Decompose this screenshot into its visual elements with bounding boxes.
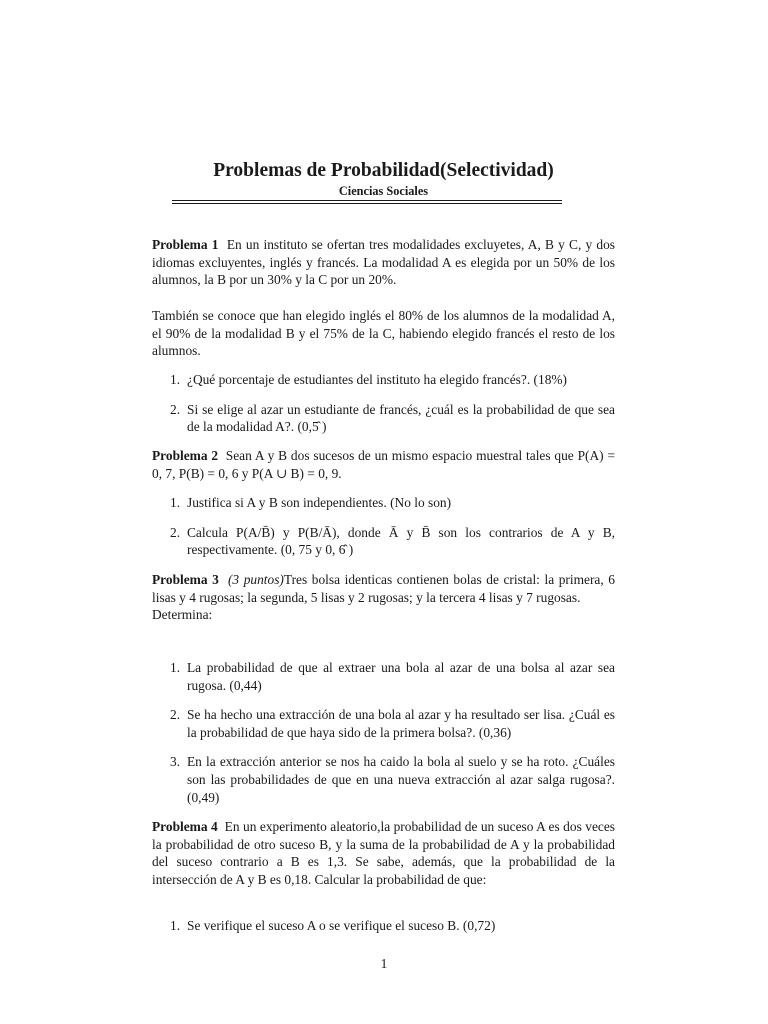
problem-4-intro (152, 818, 615, 888)
list-item: 2. Calcula P(A/B̄) y P(B/Ā), donde Ā y B̄ son los contrarios de A y B, respectivamente. (0, 75 y 0, 6̂ ) (170, 524, 615, 558)
list-item-text: Justifica si A y B son independientes. (No lo son) (187, 495, 452, 510)
problem-3-prompt: Determina: (152, 607, 213, 623)
problem-1-label: Problema 1 (152, 237, 219, 252)
list-item-text: En la extracción anterior se nos ha caido la bola al suelo y se ha roto. ¿Cuáles son las probabilidades de que en una nueva extracción al azar salga rugosa?. (0,49) (187, 754, 615, 805)
problem-2-label: Problema 2 (152, 448, 219, 463)
title-rule-top (172, 200, 562, 201)
problem-4-text: En un experimento aleatorio,la probabilidad de un suceso A es dos veces la probabilidad de otro suceso B, y la suma de la probabilidad de A y la probabilidad del suceso contrario a B es 1,3. Se sabe, además, que la probabilidad de la intersección de A y B es 0,18. Calcular la probabilidad de que: (152, 819, 615, 887)
problem-4-label: Problema 4 (152, 819, 218, 834)
page-number: 1 (380, 956, 388, 971)
problem-1-context (152, 307, 615, 360)
list-item-text: Si se elige al azar un estudiante de francés, ¿cuál es la probabilidad de que sea de la modalidad A?. (0,5̂ ) (187, 401, 615, 435)
problem-1-context-text: También se conoce que han elegido inglés el 80% de los alumnos de la modalidad A, el 90% de la modalidad B y el 75% de la C, habiendo elegido francés el resto de los alumnos. (152, 308, 615, 359)
problem-3-intro (152, 571, 615, 624)
list-item: 1. La probabilidad de que al extraer una bola al azar de una bolsa al azar sea rugosa. (0,44) (170, 660, 615, 693)
list-item-text: Se verifique el suceso A o se verifique el suceso B. (0,72) (187, 918, 496, 933)
problem-4-list (152, 917, 615, 935)
list-item: 3. En la extracción anterior se nos ha caido la bola al suelo y se ha roto. ¿Cuáles son las probabilidades de que en una nueva extracción al azar salga rugosa?. (0,49) (170, 754, 615, 805)
problem-3-list (152, 659, 615, 818)
list-item: 1. ¿Qué porcentaje de estudiantes del instituto ha elegido francés?. (18%) (170, 372, 567, 387)
problem-2-list (152, 494, 615, 571)
list-item-text: La probabilidad de que al extraer una bola al azar de una bolsa al azar sea rugosa. (0,44) (187, 660, 615, 693)
list-item: 2. Se ha hecho una extracción de una bola al azar y ha resultado ser lisa. ¿Cuál es la probabilidad de que haya sido de la primera bolsa?. (0,36) (170, 707, 615, 740)
list-item-text: Calcula P(A/B̄) y P(B/Ā), donde Ā y B̄ son los contrarios de A y B, respectivamente. (0, 75 y 0, 6̂ ) (187, 524, 615, 558)
list-item: 1. Justifica si A y B son independientes. (No lo son) (170, 495, 452, 510)
problem-2-text: Sean A y B dos sucesos de un mismo espacio muestral tales que P(A) = 0, 7, P(B) = 0, 6 y P(A ∪ B) = 0, 9. (152, 448, 615, 481)
title-rule-bottom (172, 203, 562, 204)
list-item: 2. Si se elige al azar un estudiante de francés, ¿cuál es la probabilidad de que sea de la modalidad A?. (0,5̂ ) (170, 401, 615, 435)
page-subtitle: Ciencias Sociales (338, 184, 429, 198)
list-item: 1. Se verifique el suceso A o se verifique el suceso B. (0,72) (170, 918, 496, 933)
problem-1-list (152, 371, 615, 448)
problem-1-text: En un instituto se ofertan tres modalidades excluyetes, A, B y C, y dos idiomas excluyentes, inglés y francés. La modalidad A es elegida por un 50% de los alumnos, la B por un 30% y la C por un 20%. (152, 237, 615, 288)
problem-3-text: Tres bolsa identicas contienen bolas de cristal: la primera, 6 lisas y 4 rugosas; la segunda, 5 lisas y 2 rugosas; y la tercera 4 lisas y 7 rugosas. (152, 572, 615, 605)
problem-2-intro (152, 447, 615, 482)
page-title: Problemas de Probabilidad(Selectividad) (213, 160, 554, 181)
list-item-text: ¿Qué porcentaje de estudiantes del instituto ha elegido francés?. (18%) (187, 372, 567, 387)
problem-1-intro (152, 236, 615, 289)
problem-3-points: (3 puntos) (227, 572, 284, 587)
problem-3-label: Problema 3 (152, 572, 219, 587)
list-item-text: Se ha hecho una extracción de una bola al azar y ha resultado ser lisa. ¿Cuál es la probabilidad de que haya sido de la primera bolsa?. (0,36) (187, 707, 615, 740)
